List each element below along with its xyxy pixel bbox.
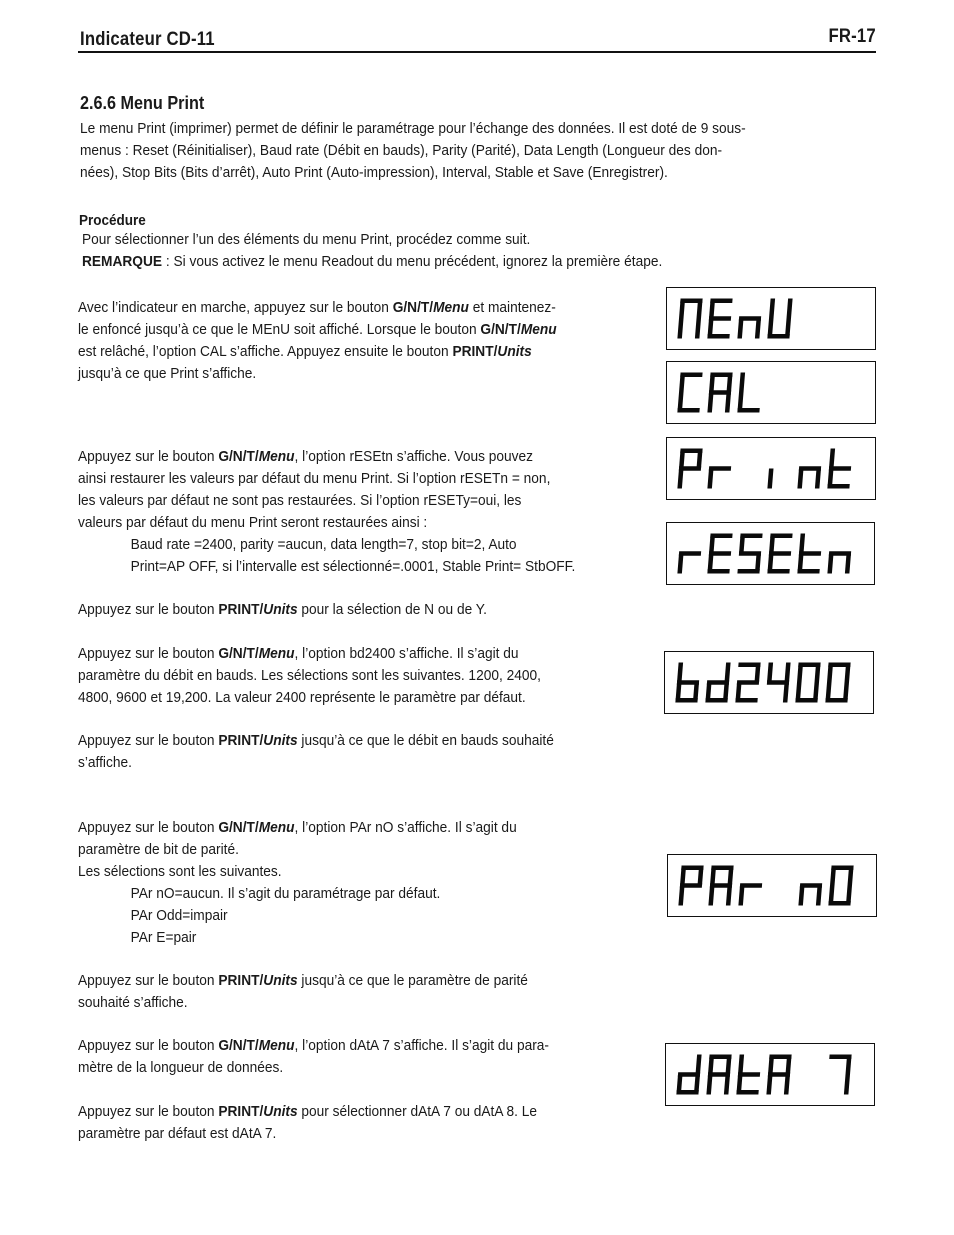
lcd-segment (709, 551, 731, 556)
intro-line: menus : Reset (Réinitialiser), Baud rate (Débit en bauds), Parity (Parité), Data Length (Longueur des don- (80, 143, 723, 159)
lcd-segment (783, 683, 789, 703)
remark-line: REMARQUE : Si vous activez le menu Readout du menu précédent, ignorez la première étape. (82, 254, 663, 270)
lcd-display-menu (666, 287, 876, 350)
lcd-segment (709, 316, 731, 321)
lcd-segment (679, 373, 685, 393)
print-units-key: PRINT/Units (218, 602, 298, 618)
lcd-segment (844, 1075, 850, 1095)
lcd-readout-data-7 (666, 1044, 874, 1105)
lcd-segment (695, 319, 701, 339)
lcd-segment (829, 466, 851, 471)
lcd-segment (737, 569, 759, 574)
lcd-segment (738, 1072, 760, 1077)
lcd-segment (678, 1072, 700, 1077)
lcd-segment (709, 299, 715, 319)
lcd-segment (707, 680, 729, 685)
procedure-line: Pour sélectionner l’un des éléments du menu Print, procédez comme suit. (82, 232, 531, 248)
gnt-menu-key: G/N/T/Menu (392, 300, 469, 316)
lcd-segment (724, 1075, 730, 1095)
lcd-segment (768, 1055, 774, 1075)
lcd-segment (708, 1055, 714, 1075)
lcd-display-print (666, 437, 876, 500)
lcd-segment (755, 319, 761, 339)
lcd-segment (799, 551, 821, 556)
lcd-segment (799, 534, 805, 554)
lcd-readout-resetn (667, 523, 874, 584)
gnt-menu-key: G/N/T/Menu (218, 1038, 295, 1054)
step-parity-select: Appuyez sur le bouton PRINT/Units jusqu’à ce que le paramètre de parité souhaité s’affiche. (78, 973, 528, 1011)
lcd-segment (815, 469, 821, 489)
lcd-segment (678, 886, 684, 906)
lcd-segment (799, 466, 821, 471)
lcd-segment (739, 316, 761, 321)
lcd-segment (797, 663, 803, 683)
lcd-segment (827, 663, 833, 683)
lcd-segment (710, 866, 716, 886)
gnt-menu-key: G/N/T/Menu (480, 322, 557, 338)
lcd-segment (739, 551, 761, 556)
lcd-segment (679, 551, 701, 556)
step-select-ny: Appuyez sur le bouton PRINT/Units pour la sélection de N ou de Y. (78, 602, 487, 618)
lcd-display-data-7 (665, 1043, 875, 1106)
section-intro (80, 118, 879, 184)
step-data-length: Appuyez sur le bouton G/N/T/Menu, l’option dAtA 7 s’affiche. Il s’agit du para- mètre de la longueur de données. (78, 1038, 549, 1076)
print-units-key: PRINT/Units (218, 973, 298, 989)
lcd-segment (769, 551, 791, 556)
lcd-segment (709, 534, 715, 554)
step-baud-select: Appuyez sur le bouton PRINT/Units jusqu’à ce que le débit en bauds souhaité s’affiche. (78, 733, 554, 771)
remark-label: REMARQUE (82, 254, 163, 270)
gnt-menu-key: G/N/T/Menu (218, 820, 295, 836)
lcd-segment (725, 393, 731, 413)
lcd-segment (738, 1055, 744, 1075)
print-units-key: PRINT/Units (218, 733, 298, 749)
lcd-segment (769, 534, 775, 554)
lcd-segment (677, 663, 683, 683)
lcd-segment (680, 883, 702, 888)
lcd-segment (737, 319, 743, 339)
step-data-select: Appuyez sur le bouton PRINT/Units pour sélectionner dAtA 7 ou dAtA 8. Le paramètre par défaut est dAtA 7. (78, 1104, 538, 1142)
document-title: Indicateur CD-11 (80, 29, 215, 50)
print-units-key: PRINT/Units (452, 344, 532, 360)
procedure-heading: Procédure (79, 212, 146, 229)
lcd-segment (830, 866, 836, 886)
step-baud: Appuyez sur le bouton G/N/T/Menu, l’option bd2400 s’affiche. Il s’agit du paramètre du débit en bauds. Les sélections sont les suivantes. 1200, 2400, 4800, 9600 et 19,200. La valeur 2400 représente le paramètre par défaut. (78, 646, 541, 706)
lcd-segment (726, 886, 732, 906)
lcd-segment (677, 319, 683, 339)
lcd-segment (768, 1072, 790, 1077)
lcd-segment (680, 866, 686, 886)
lcd-segment (677, 554, 683, 574)
lcd-display-cal (666, 361, 876, 424)
lcd-segment (677, 469, 683, 489)
lcd-segment (708, 1072, 730, 1077)
lcd-segment (709, 390, 731, 395)
lcd-segment (707, 469, 713, 489)
lcd-segment (797, 469, 803, 489)
lcd-segment (784, 1075, 790, 1095)
intro-line: Le menu Print (imprimer) permet de définir le paramétrage pour l’échange des données. Il est doté de 9 sous- (80, 121, 746, 137)
page-number: FR-17 (828, 26, 876, 47)
lcd-segment (767, 680, 789, 685)
lcd-segment (725, 663, 731, 683)
lcd-segment (679, 299, 685, 319)
lcd-readout-menu (667, 288, 875, 349)
lcd-display-bd2400 (664, 651, 874, 714)
lcd-segment (707, 393, 713, 413)
step-parity: Appuyez sur le bouton G/N/T/Menu, l’option PAr nO s’affiche. Il s’agit du paramètre de bit de parité. Les sélections sont les suivantes. PAr nO=aucun. Il s’agit du paramétrage par défaut. PAr Odd=impair PAr E=pair (78, 820, 517, 946)
lcd-segment (739, 373, 745, 393)
lcd-segment (710, 883, 732, 888)
lcd-segment (787, 299, 793, 319)
lcd-segment (767, 663, 773, 683)
intro-line: nées), Stop Bits (Bits d’arrêt), Auto Print (Auto-impression), Interval, Stable et Save (Enregistrer). (80, 165, 668, 181)
lcd-segment (709, 466, 731, 471)
lcd-segment (827, 554, 833, 574)
lcd-segment (785, 663, 791, 683)
lcd-readout-cal (667, 362, 875, 423)
lcd-segment (769, 299, 775, 319)
lcd-segment (677, 680, 699, 685)
step-reset: Appuyez sur le bouton G/N/T/Menu, l’option rESEtn s’affiche. Vous pouvez ainsi restaurer les valeurs par défaut du menu Print. Si l’option rESETn = non, les valeurs par défaut ne sont pas restaurées. Si l’option rESETy=oui, les valeurs par défaut du menu Print seront restaurées ainsi : Baud rate =2400, parity =aucun, data length=7, stop bit=2, Auto Print=AP OFF, si l’intervalle est sélectionné=.0001, Stable Print= StbOFF. (78, 449, 576, 575)
lcd-readout-bd2400 (665, 652, 873, 713)
lcd-segment (766, 1075, 772, 1095)
lcd-segment (737, 680, 759, 685)
lcd-segment (708, 886, 714, 906)
lcd-segment (739, 534, 745, 554)
lcd-segment (816, 886, 822, 906)
gnt-menu-key: G/N/T/Menu (218, 449, 295, 465)
lcd-readout-par-no (668, 855, 876, 916)
procedure-text (82, 229, 796, 273)
lcd-segment (829, 551, 851, 556)
lcd-display-resetn (666, 522, 875, 585)
lcd-segment (798, 886, 804, 906)
lcd-segment (738, 886, 744, 906)
lcd-readout-print (667, 438, 875, 499)
lcd-segment (845, 554, 851, 574)
lcd-segment (679, 449, 685, 469)
step-menu: Avec l’indicateur en marche, appuyez sur le bouton G/N/T/Menu et maintenez- le enfoncé jusqu’à ce que le MEnU soit affiché. Lorsque le bouton G/N/T/Menu est relâché, l’option CAL s’affiche. Appuyez ensuite le bouton PRINT/Units jusqu’à ce que Print s’affiche. (78, 300, 557, 382)
lcd-display-par-no (667, 854, 877, 917)
print-units-key: PRINT/Units (218, 1104, 298, 1120)
section-title: 2.6.6 Menu Print (80, 93, 205, 113)
lcd-segment (709, 373, 715, 393)
header-rule (78, 51, 876, 53)
lcd-segment (800, 883, 822, 888)
lcd-segment (740, 883, 762, 888)
lcd-segment (696, 1055, 702, 1075)
gnt-menu-key: G/N/T/Menu (218, 646, 295, 662)
lcd-segment (767, 469, 773, 489)
lcd-segment (706, 1075, 712, 1095)
lcd-segment (829, 449, 835, 469)
lcd-segment (679, 466, 701, 471)
